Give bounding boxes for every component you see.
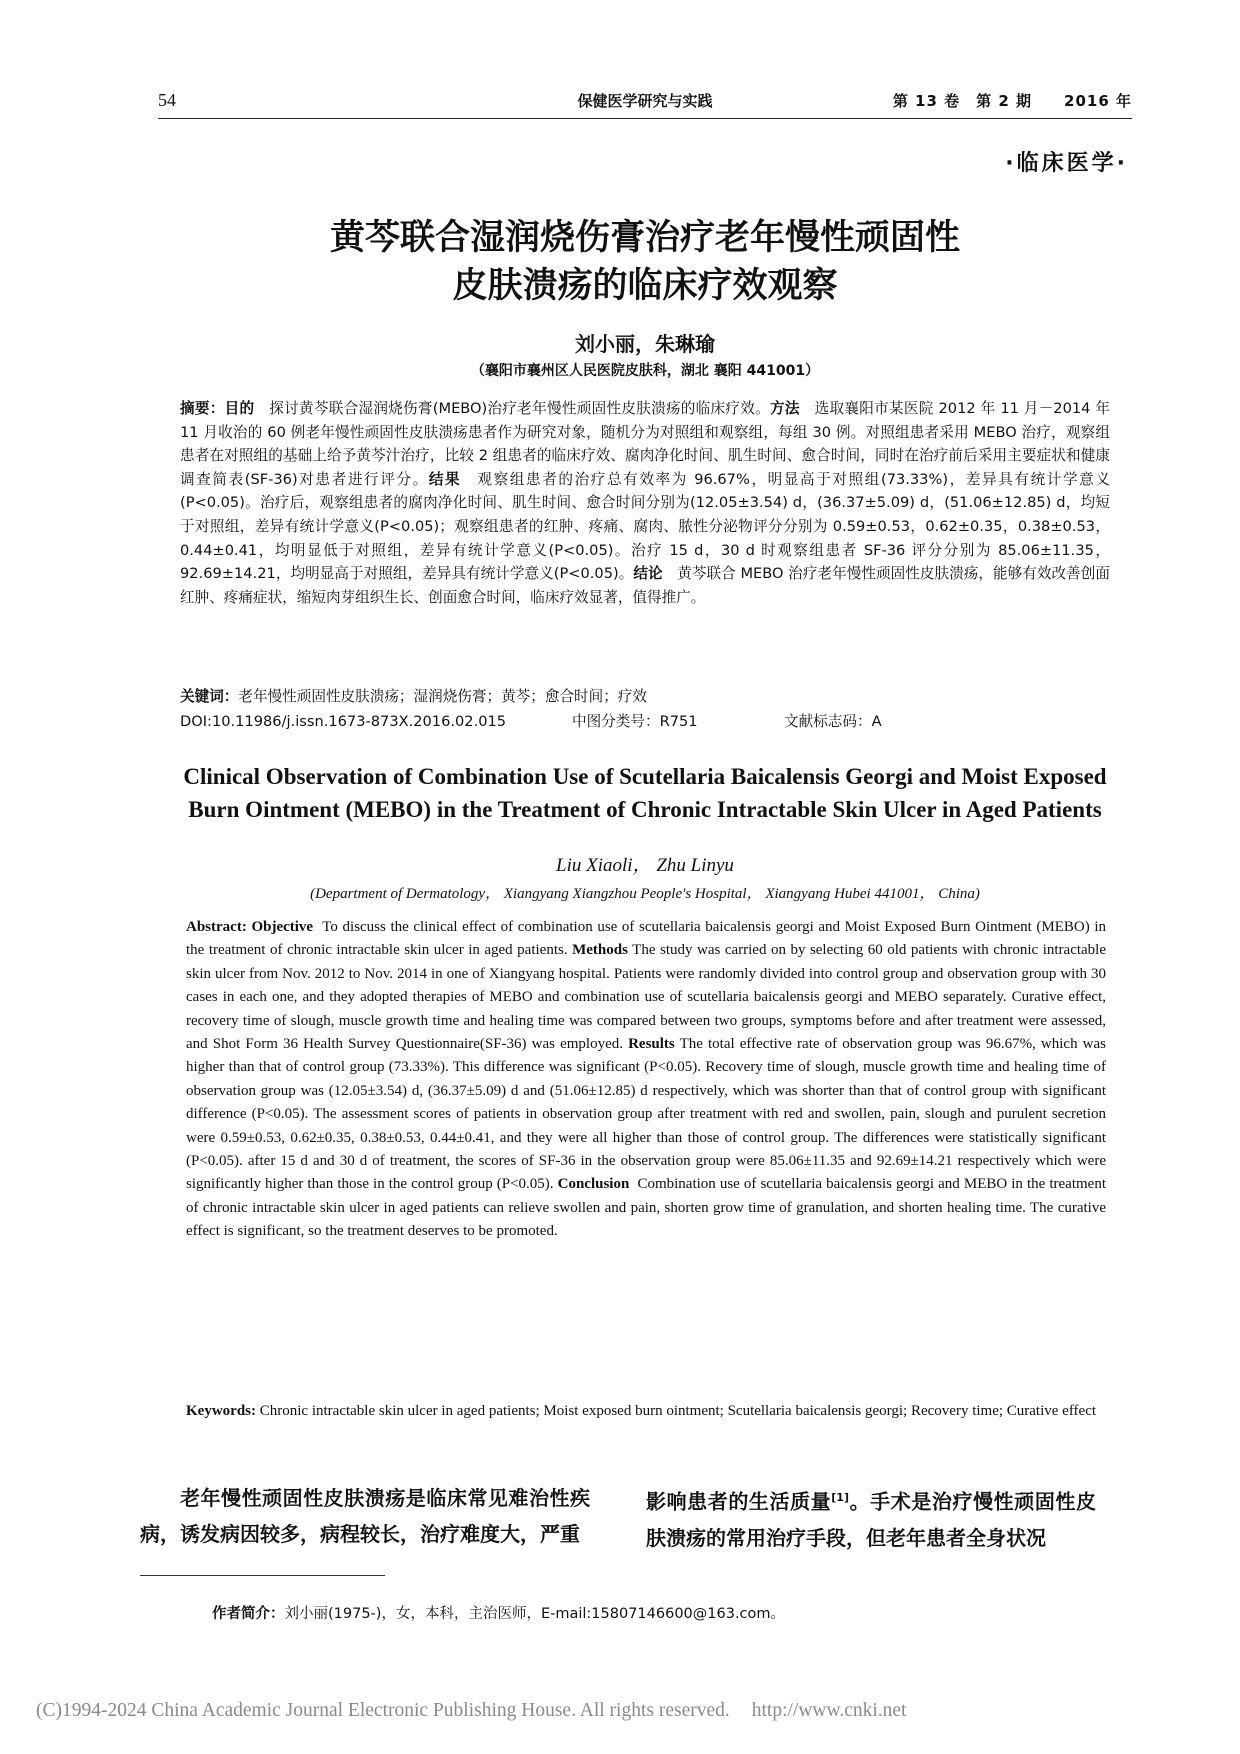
citation-ref: [1] (831, 1491, 849, 1504)
abstract-en (186, 916, 1106, 1244)
authors-cn: 刘小丽，朱琳瑜 (575, 332, 715, 356)
title-cn-line1: 黄芩联合湿润烧伤膏治疗老年慢性顽固性 (329, 218, 960, 258)
abstract-en-conclusion-label: Conclusion (557, 1176, 630, 1193)
keywords-cn-label: 关键词： (180, 688, 239, 705)
footnote-rule (140, 1575, 385, 1576)
authors-en: Liu Xiaoli， Zhu Linyu (556, 855, 734, 876)
title-en (158, 760, 1132, 826)
body-right-text-b: 。手术是治疗慢性顽固性皮肤溃疡的常用治疗手段，但老年患者全身状况 (646, 1489, 1097, 1550)
section-label: ·临床医学· (1005, 151, 1128, 176)
document-code: 文献标志码：A (784, 713, 882, 730)
copyright-watermark (36, 1700, 906, 1722)
volume-issue: 第 13 卷 第 2 期 2016 年 (892, 92, 1132, 110)
doi-line (180, 710, 1110, 734)
abstract-cn-results: 观察组患者的治疗总有效率为 96.67%，明显高于对照组(73.33%)，差异具有统计学意义(P<0.05)。治疗后，观察组患者的腐肉净化时间、肌生时间、愈合时间分别为(12.05±3.54) d，(36.37±5.09) d，(51.06±12.85) d，均短于对照组，差异有统计学意义(P<0.05)；观察组患者的红肿、疼痛、腐肉、脓性分泌物评分分别为 0.59±0.53，0.62±0.35，0.38±0.53，0.44±0.41，均明显低于对照组，差异有统计学意义(P<0.05)。治疗 15 d，30 d 时观察组患者 SF-36 评分分别为 85.06±11.35，92.69±14.21，均明显高于对照组，差异具有统计学意义(P<0.05)。 (180, 470, 1110, 583)
abstract-cn-objective: 探讨黄芩联合湿润烧伤膏(MEBO)治疗老年慢性顽固性皮肤溃疡的临床疗效。 (269, 400, 771, 417)
running-header (158, 86, 1132, 116)
body-right-text-a: 影响患者的生活质量 (646, 1489, 832, 1514)
cnki-url: http://www.cnki.net (751, 1700, 907, 1721)
abstract-en-methods: The study was carried on by selecting 60 old patients with chronic intractable skin ulcer from Nov. 2012 to Nov. 2014 in one of Xiangyang hospital. Patients were randomly divided into control group and observation group with 30 cases in each one, and they adopted therapies of MEBO and combination use of scutellaria baicalensis georgi and MEBO separately. Curative effect, recovery time of slough, muscle growth time and healing time was compared between two groups, symptoms before and after treatment were assessed, and Shot Form 36 Health Survey Questionnaire(SF-36) was employed. (186, 942, 1107, 1053)
copyright-text: (C)1994-2024 China Academic Journal Electronic Publishing House. All rights reserved. (36, 1700, 730, 1721)
title-en-line2: Burn Ointment (MEBO) in the Treatment of Chronic Intractable Skin Ulcer in Aged Patients (188, 797, 1102, 822)
abstract-cn-objective-label: 目的 (224, 400, 255, 417)
abstract-cn-methods-label: 方法 (770, 400, 800, 417)
keywords-cn (180, 685, 1110, 709)
title-cn-line2: 皮肤溃疡的临床疗效观察 (452, 266, 838, 306)
doi: DOI:10.11986/j.issn.1673-873X.2016.02.015 (180, 713, 507, 730)
footnote-label: 作者简介： (212, 1606, 285, 1622)
title-cn (158, 214, 1132, 310)
footnote (212, 1602, 785, 1623)
abstract-en-label: Abstract: (186, 919, 247, 935)
header-rule (158, 118, 1132, 119)
keywords-cn-text: 老年慢性顽固性皮肤溃疡；湿润烧伤膏；黄芩；愈合时间；疗效 (238, 688, 648, 705)
abstract-cn-methods: 选取襄阳市某医院 2012 年 11 月－2014 年 11 月收治的 60 例老年慢性顽固性皮肤溃疡患者作为研究对象，随机分为对照组和观察组，每组 30 例。对照组患者采用 MEBO 治疗，观察组患者在对照组的基础上给予黄芩汁治疗，比较 2 组患者的临床疗效、腐肉净化时间、肌生时间、愈合时间，同时在治疗前后采用主要症状和健康调查简表(SF-36)对患者进行评分。 (180, 400, 1110, 488)
title-en-line1: Clinical Observation of Combination Use of Scutellaria Baicalensis Georgi and Moist Exposed (183, 764, 1107, 789)
abstract-cn-conclusion-label: 结论 (633, 565, 663, 583)
keywords-en-label: Keywords: (186, 1403, 256, 1419)
abstract-en-objective: To discuss the clinical effect of combination use of scutellaria baicalensis georgi and Moist Exposed Burn Ointment (MEBO) in the treatment of chronic intractable skin ulcer in aged patients. (186, 919, 1106, 959)
affiliation-cn: （襄阳市襄州区人民医院皮肤科，湖北 襄阳 441001） (470, 363, 820, 379)
abstract-en-results: The total effective rate of observation group was 96.67%, which was higher than that of control group (73.33%). This difference was significant (P<0.05). Recovery time of slough, muscle growth time and healing time of observation group was (12.05±3.54) d, (36.37±5.09) d and (51.06±12.85) d respectively, which was shorter than that of control group with significant difference (P<0.05). The assessment scores of patients in observation group after treatment with red and swollen, pain, slough and purulent secretion were 0.59±0.53, 0.62±0.35, 0.38±0.53, 0.44±0.41, and they were all higher than those of control group. The differences were statistically significant (P<0.05). after 15 d and 30 d of treatment, the scores of SF-36 in the observation group were 85.06±11.35 and 92.69±14.21 respectively which were significantly higher than those in the control group (P<0.05). (186, 1036, 1106, 1193)
abstract-cn-results-label: 结果 (428, 470, 462, 488)
abstract-cn-label: 摘要： (180, 400, 225, 417)
abstract-en-results-label: Results (628, 1036, 675, 1053)
journal-name: 保健医学研究与实践 (577, 92, 713, 110)
keywords-en (186, 1400, 1106, 1423)
clc-number: 中图分类号：R751 (572, 713, 698, 730)
body-column-left: 老年慢性顽固性皮肤溃疡是临床常见难治性疾病，诱发病因较多，病程较长，治疗难度大，严重 (140, 1486, 590, 1546)
abstract-en-conclusion: Combination use of scutellaria baicalensis georgi and MEBO in the treatment of chronic intractable skin ulcer in aged patients can relieve swollen and pain, shorten grow time of granulation, and shorten healing time. The curative effect is significant, so the treatment deserves to be promoted. (186, 1176, 1107, 1240)
abstract-cn-conclusion: 黄芩联合 MEBO 治疗老年慢性顽固性皮肤溃疡，能够有效改善创面红肿、疼痛症状，缩短肉芽组织生长、创面愈合时间，临床疗效显著，值得推广。 (180, 565, 1110, 606)
footnote-text: 刘小丽(1975-)，女，本科，主治医师，E-mail:15807146600@163.com。 (284, 1606, 786, 1622)
abstract-en-methods-label: Methods (572, 942, 628, 959)
abstract-en-objective-label: Objective (251, 919, 314, 935)
keywords-en-text: Chronic intractable skin ulcer in aged patients; Moist exposed burn ointment; Scutellaria baicalensis georgi; Recovery time; Curative effect (259, 1403, 1097, 1419)
abstract-cn (180, 397, 1110, 609)
affiliation-en: (Department of Dermatology， Xiangyang Xiangzhou People's Hospital， Xiangyang Hubei 441001， China) (310, 886, 980, 902)
body-column-right (646, 1480, 1096, 1556)
page-number: 54 (158, 90, 176, 110)
